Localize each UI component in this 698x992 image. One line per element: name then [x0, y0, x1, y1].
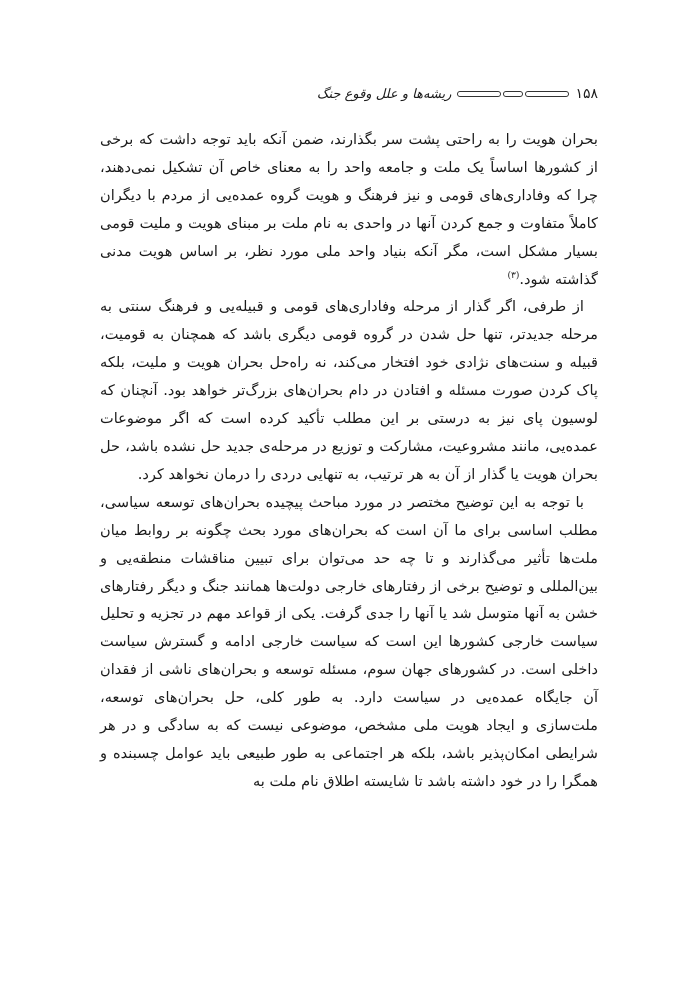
- ornament-bar: [457, 91, 501, 97]
- paragraph-text: بحران هویت را به راحتی پشت سر بگذارند، ضمن آنکه باید توجه داشت که برخی از کشورها اساساً یک ملت و جامعه واحد را به معنای خاص آن تشکیل نمی‌دهند، چرا که وفاداری‌های قومی و نیز فرهنگ و هویت گروه عمده‌یی از مردم با دیگران کاملاً متفاوت و جمع کردن آنها در واحدی به نام ملت بر مبنای هویت و ملیت قومی بسیار مشکل است، مگر آنکه بنیاد واحد ملی مورد نظر، بر اساس هویت مدنی گذاشته شود.: [100, 131, 598, 288]
- paragraph-1: [100, 126, 598, 293]
- paragraph-3: [100, 489, 598, 796]
- paragraph-2: [100, 293, 598, 488]
- running-header: [100, 80, 598, 108]
- page-number: ۱۵۸: [575, 86, 598, 102]
- paragraph-text: از طرفی، اگر گذار از مرحله وفاداری‌های قومی و قبیله‌یی و فرهنگ سنتی به مرحله جدیدتر، تنها حل شدن در گروه قومی دیگری باشد که همچنان به قومیت، قبیله و سنت‌های نژادی خود افتخار می‌کند، نه راه‌حل بحران هویت و ملیت، بلکه پاک کردن صورت مسئله و افتادن در دام بحران‌های بزرگ‌تر خواهد بود. آنچنان که لوسیون پای نیز به درستی بر این مطلب تأکید کرده است که اگر موضوعات عمده‌یی، مانند مشروعیت، مشارکت و توزیع در مرحله‌ی جدید حل نشده باشد، حل بحران هویت یا گذار از آن به هر ترتیب، به تنهایی دردی را درمان نخواهد کرد.: [100, 298, 598, 483]
- ornament-bar: [503, 91, 523, 97]
- paragraph-text: با توجه به این توضیح مختصر در مورد مباحث پیچیده بحران‌های توسعه سیاسی، مطلب اساسی برای ما آن است که بحران‌های مورد بحث چگونه بر روابط میان ملت‌ها تأثیر می‌گذارند و تا چه حد می‌توان برای تبیین مناقشات منطقه‌یی و بین‌المللی و توضیح برخی از رفتارهای خارجی دولت‌ها همانند جنگ و دیگر رفتارهای خشن به آنها متوسل شد یا آنها را جدی گرفت. یکی از قواعد مهم در تجزیه و تحلیل سیاست خارجی کشورها این است که سیاست خارجی ادامه و گسترش سیاست داخلی است. در کشورهای جهان سوم، مسئله توسعه و بحران‌های ناشی از فقدان آن جایگاه عمده‌یی در سیاست دارد. به طور کلی، حل بحران‌های توسعه، ملت‌سازی و ایجاد هویت ملی مشخص، موضوعی نیست که به سادگی و در هر شرایطی امکان‌پذیر باشد، بلکه هر اجتماعی به طور طبیعی باید عوامل چسبنده و همگرا را در خود داشته باشد تا شایسته اطلاق نام ملت به: [100, 493, 598, 790]
- footnote-marker[interactable]: (۳): [507, 270, 520, 281]
- header-ornament: [457, 91, 569, 97]
- running-title: ریشه‌ها و علل وقوع جنگ: [316, 86, 452, 102]
- body-text: [100, 126, 598, 796]
- ornament-bar: [525, 91, 569, 97]
